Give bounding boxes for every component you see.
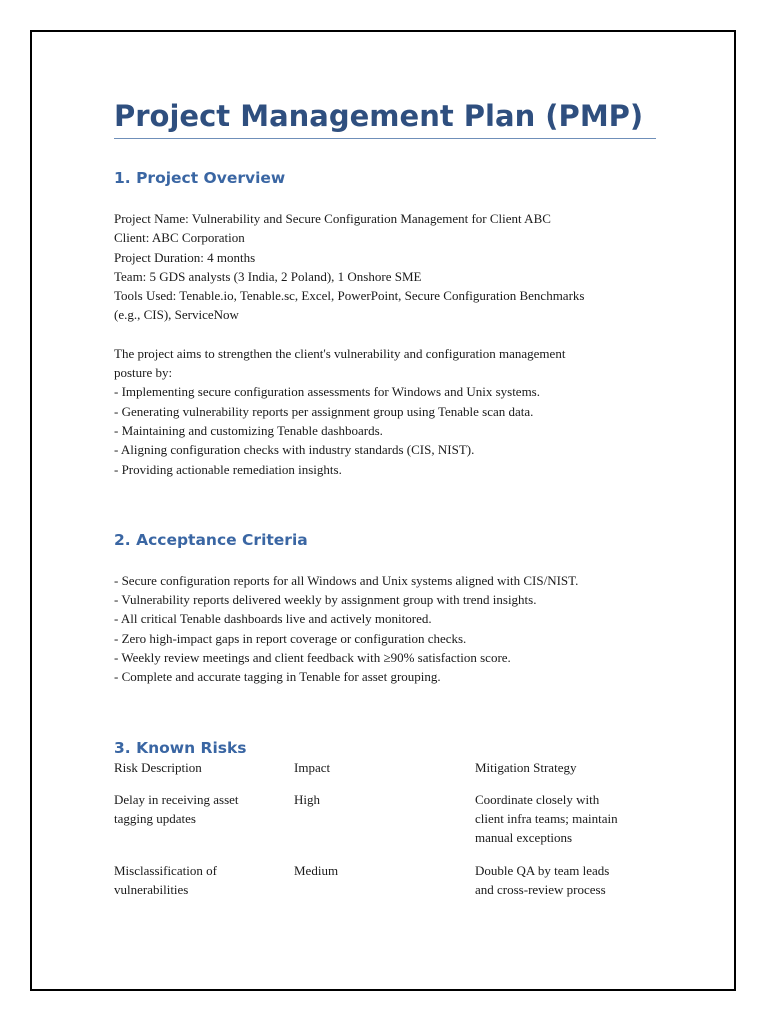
document-title: Project Management Plan (PMP) bbox=[114, 98, 656, 139]
aim-line: - Maintaining and customizing Tenable dashboards. bbox=[114, 422, 383, 438]
document-page bbox=[30, 30, 736, 991]
criteria-item: - Secure configuration reports for all Windows and Unix systems aligned with CIS/NIST. bbox=[114, 572, 579, 588]
aim-line: - Providing actionable remediation insights. bbox=[114, 461, 342, 477]
cell-line: vulnerabilities bbox=[114, 881, 189, 897]
criteria-item: - Weekly review meetings and client feedback with ≥90% satisfaction score. bbox=[114, 650, 511, 666]
cell-line: Double QA by team leads bbox=[475, 862, 610, 878]
cell-line: and cross-review process bbox=[475, 881, 606, 897]
aim-line: posture by: bbox=[114, 365, 173, 381]
cell-line: Coordinate closely with bbox=[475, 791, 600, 807]
detail-line: (e.g., CIS), ServiceNow bbox=[114, 307, 239, 323]
detail-line: Project Duration: 4 months bbox=[114, 249, 256, 265]
cell-line: Misclassification of bbox=[114, 862, 217, 878]
aim-line: - Aligning configuration checks with industry standards (CIS, NIST). bbox=[114, 442, 475, 458]
aim-line: The project aims to strengthen the client's vulnerability and configuration management bbox=[114, 345, 566, 361]
acceptance-criteria-list bbox=[114, 571, 656, 687]
risk-description-cell bbox=[114, 861, 284, 900]
criteria-item: - Vulnerability reports delivered weekly by assignment group with trend insights. bbox=[114, 592, 537, 608]
section-heading-project-overview: 1. Project Overview bbox=[114, 169, 286, 187]
risk-description-cell bbox=[114, 790, 284, 829]
mitigation-cell bbox=[475, 790, 650, 848]
detail-line: Team: 5 GDS analysts (3 India, 2 Poland), 1 Onshore SME bbox=[114, 268, 422, 284]
section-heading-acceptance-criteria: 2. Acceptance Criteria bbox=[114, 530, 308, 549]
table-header-cell: Risk Description bbox=[114, 759, 202, 775]
cell-line: manual exceptions bbox=[475, 830, 573, 846]
section-heading-known-risks: 3. Known Risks bbox=[114, 738, 247, 757]
project-aim bbox=[114, 344, 656, 479]
cell-line: tagging updates bbox=[114, 810, 196, 826]
criteria-item: - Complete and accurate tagging in Tenable for asset grouping. bbox=[114, 669, 441, 685]
table-header-row bbox=[114, 758, 656, 790]
cell-line: Delay in receiving asset bbox=[114, 791, 239, 807]
detail-line: Client: ABC Corporation bbox=[114, 230, 245, 246]
mitigation-cell bbox=[475, 861, 650, 900]
aim-line: - Implementing secure configuration assessments for Windows and Unix systems. bbox=[114, 384, 540, 400]
criteria-item: - All critical Tenable dashboards live and actively monitored. bbox=[114, 611, 432, 627]
impact-cell: High bbox=[294, 791, 320, 807]
document-content bbox=[114, 98, 656, 901]
table-row bbox=[114, 790, 656, 861]
aim-line: - Generating vulnerability reports per assignment group using Tenable scan data. bbox=[114, 403, 534, 419]
criteria-item: - Zero high-impact gaps in report coverage or configuration checks. bbox=[114, 630, 467, 646]
table-header-cell: Mitigation Strategy bbox=[475, 759, 577, 775]
cell-line: client infra teams; maintain bbox=[475, 810, 618, 826]
table-header-cell: Impact bbox=[294, 759, 331, 775]
table-row bbox=[114, 861, 656, 901]
impact-cell: Medium bbox=[294, 862, 339, 878]
detail-line: Tools Used: Tenable.io, Tenable.sc, Excel, PowerPoint, Secure Configuration Benchmarks bbox=[114, 288, 585, 304]
project-details bbox=[114, 209, 656, 325]
detail-line: Project Name: Vulnerability and Secure Configuration Management for Client ABC bbox=[114, 211, 551, 226]
risks-table bbox=[114, 758, 656, 901]
